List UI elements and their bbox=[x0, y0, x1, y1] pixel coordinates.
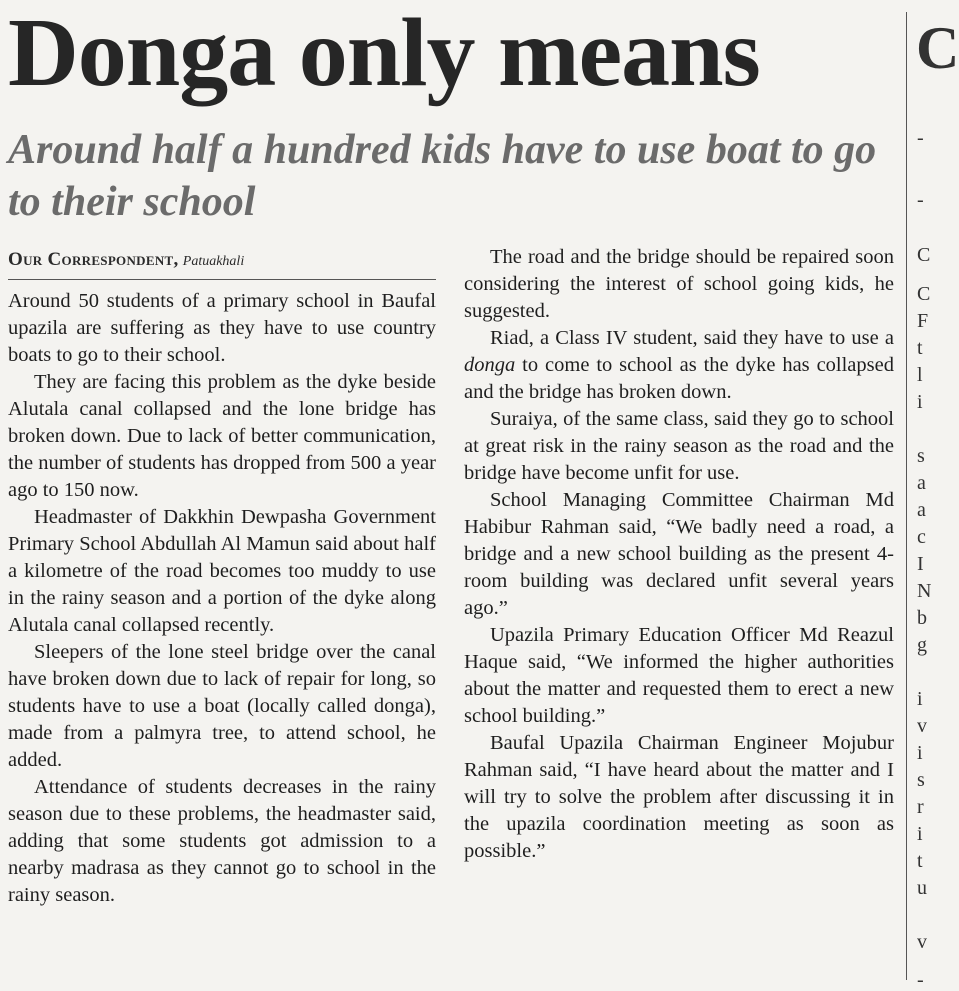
edge-letter: i bbox=[917, 823, 923, 845]
article-column-1 bbox=[8, 288, 436, 909]
article-paragraph: School Managing Committee Chairman Md Habibur Rahman said, “We badly need a road, a bridge and a new school building as the present 4-room building was declared unfit several years ago.” bbox=[464, 489, 894, 619]
article-paragraph: They are facing this problem as the dyke beside Alutala canal collapsed and the lone bridge has broken down. Due to lack of better communication, the number of students has dropped from 500 a year ago to 150 now. bbox=[8, 371, 436, 501]
edge-letter: v bbox=[917, 715, 927, 737]
edge-letter: a bbox=[917, 472, 926, 494]
edge-letter: v bbox=[917, 931, 927, 953]
article-paragraph: The road and the bridge should be repaired soon considering the interest of school going kids, he suggested. bbox=[464, 246, 894, 322]
article-paragraph-riad bbox=[464, 325, 894, 406]
edge-letter: C bbox=[917, 283, 931, 305]
adjacent-column-fragment bbox=[914, 0, 959, 991]
edge-letter: i bbox=[917, 742, 923, 764]
edge-letter: s bbox=[917, 769, 925, 791]
article-column-2 bbox=[464, 244, 894, 865]
article-paragraph: Sleepers of the lone steel bridge over the canal have broken down due to lack of repair for long, so students have to use a boat (locally called donga), made from a palmyra tree, to attend school, he added. bbox=[8, 641, 436, 771]
edge-letter: C bbox=[916, 15, 959, 81]
edge-letter: t bbox=[917, 850, 923, 872]
edge-letter: b bbox=[917, 607, 927, 629]
headline: Donga only means bbox=[8, 0, 760, 107]
article-paragraph: Attendance of students decreases in the rainy season due to these problems, the headmaster said, adding that some students got admission to a nearby madrasa as they cannot go to school in the rainy season. bbox=[8, 776, 436, 906]
edge-letter: l bbox=[917, 364, 923, 386]
edge-letter: t bbox=[917, 337, 923, 359]
edge-letter: - bbox=[917, 969, 924, 991]
edge-letter: - bbox=[917, 127, 924, 149]
riad-text-after: to come to school as the dyke has collapsed and the bridge has broken down. bbox=[464, 354, 894, 403]
edge-letter: u bbox=[917, 877, 927, 899]
edge-letter: F bbox=[917, 310, 929, 332]
article-paragraph: Around 50 students of a primary school in Baufal upazila are suffering as they have to use country boats to go to their school. bbox=[8, 290, 436, 366]
edge-letter: a bbox=[917, 499, 926, 521]
edge-letter: s bbox=[917, 445, 925, 467]
edge-letter: g bbox=[917, 634, 927, 656]
byline-location: Patuakhali bbox=[182, 254, 245, 269]
donga-emphasis: donga bbox=[464, 354, 516, 376]
column-divider bbox=[906, 12, 907, 980]
subheadline: Around half a hundred kids have to use boat to go to their school bbox=[8, 127, 877, 225]
article-paragraph: Suraiya, of the same class, said they go to school at great risk in the rainy season as the road and the bridge have become unfit for use. bbox=[464, 408, 894, 484]
article-paragraph: Baufal Upazila Chairman Engineer Mojubur Rahman said, “I have heard about the matter and I will try to solve the problem after discussing it in the upazila coordination meeting as soon as possible.” bbox=[464, 732, 894, 862]
edge-letter: I bbox=[917, 553, 924, 575]
edge-letter: N bbox=[917, 580, 932, 602]
edge-letter: i bbox=[917, 391, 923, 413]
edge-letter: C bbox=[917, 244, 931, 266]
byline-correspondent: Our Correspondent, bbox=[8, 249, 179, 270]
article-paragraph: Headmaster of Dakkhin Dewpasha Government Primary School Abdullah Al Mamun said about half a kilometre of the road becomes too muddy to use in the rainy season and a portion of the dyke along Alutala canal collapsed recently. bbox=[8, 506, 436, 636]
byline bbox=[8, 249, 436, 280]
edge-letter: - bbox=[917, 189, 924, 211]
riad-text-before: Riad, a Class IV student, said they have to use a bbox=[490, 327, 894, 349]
article-paragraph: Upazila Primary Education Officer Md Reazul Haque said, “We informed the higher authorities about the matter and requested them to erect a new school building.” bbox=[464, 624, 894, 727]
edge-letter: i bbox=[917, 688, 923, 710]
edge-letter: c bbox=[917, 526, 926, 548]
edge-letter: r bbox=[917, 796, 924, 818]
